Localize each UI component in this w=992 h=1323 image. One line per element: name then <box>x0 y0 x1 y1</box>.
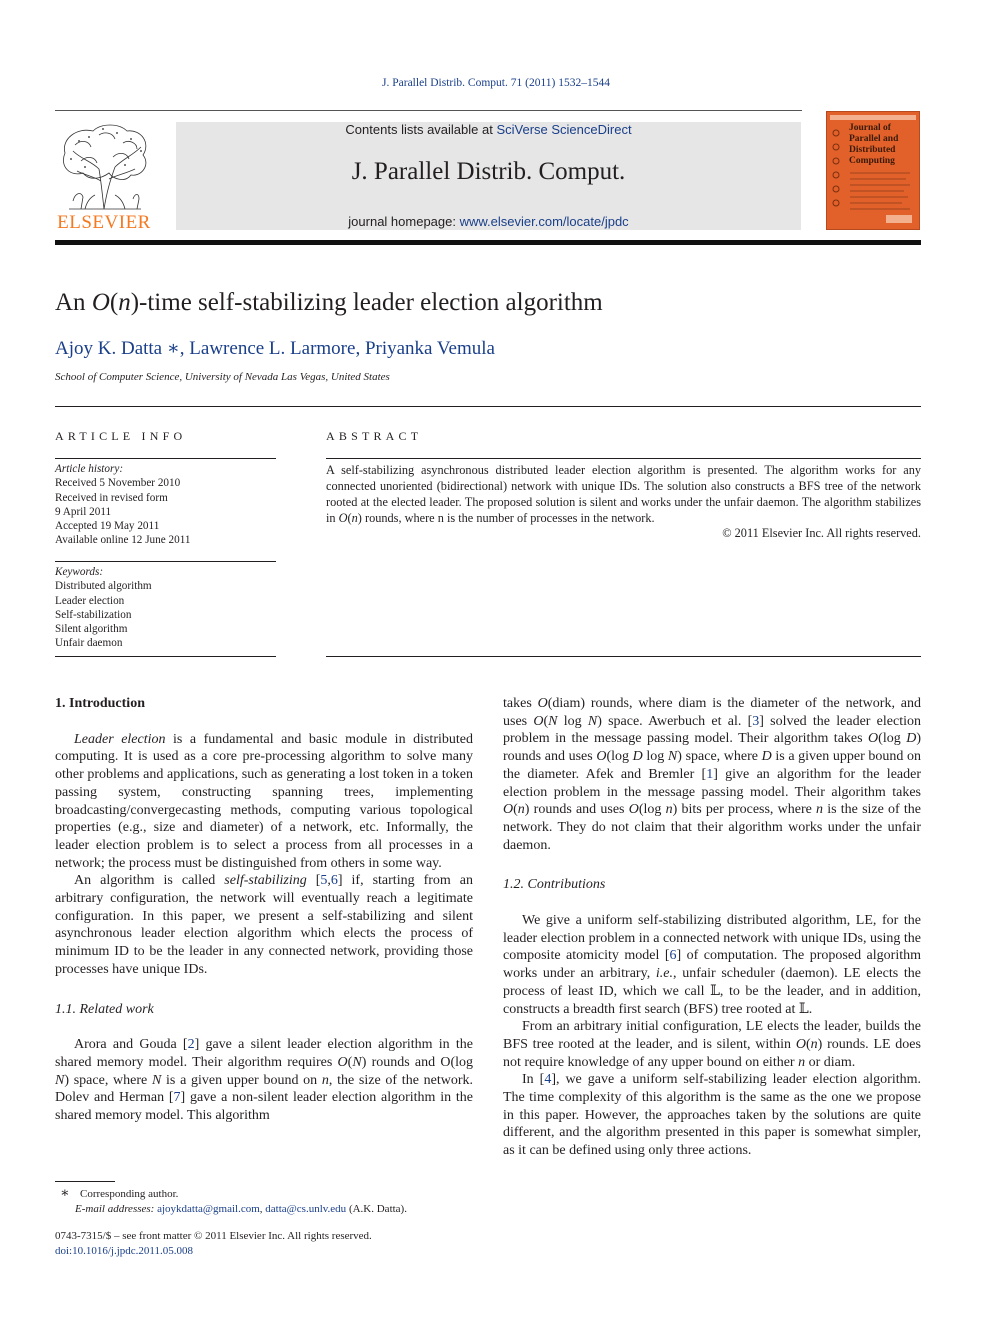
math: O <box>503 802 514 818</box>
history-item: Received 5 November 2010 <box>55 477 181 490</box>
title-paren: ) <box>130 289 140 316</box>
subsection-heading: 1.1. Related work <box>55 1001 154 1017</box>
math: N <box>587 713 598 729</box>
citation-link[interactable]: 3 <box>752 713 760 729</box>
paragraph <box>503 1071 921 1160</box>
math: O <box>628 802 639 818</box>
math: n <box>816 802 824 818</box>
author-link[interactable]: Ajoy K. Datta <box>55 338 163 359</box>
text: ], we gave a uniform self-stabilizing leader election algorithm. The time complexity of this algorithm is the same as the one we propose in this paper. However, the approaches taken by the solutions are quite different, and the algorithm presented in this paper is somewhat simpler, as it can be defined using only three actions. <box>503 1072 922 1159</box>
text: space, where <box>681 749 762 765</box>
text: is the size of the network. They do not claim that their algorithm works under the unfair daemon. <box>503 802 921 853</box>
math: O <box>537 696 548 711</box>
text: rounds and uses <box>529 802 629 818</box>
contents-prefix: Contents lists available at <box>345 122 497 137</box>
text: bits per process, where <box>677 802 817 818</box>
email-label: E-mail addresses: <box>75 1203 158 1215</box>
text: space, where <box>69 1072 152 1088</box>
text: ] give an algorithm for the leader election problem in the message passing model. Their algorithm takes <box>503 766 921 800</box>
info-rule <box>55 561 276 562</box>
text: [ <box>306 873 321 889</box>
paren: ( <box>347 511 352 525</box>
math: O <box>533 713 544 729</box>
text: , <box>259 1203 266 1215</box>
math: (log <box>450 1054 474 1070</box>
history-item: Available online 12 June 2011 <box>55 534 191 547</box>
math: n <box>321 1072 329 1088</box>
math-o: O <box>338 511 348 525</box>
emphasis: i.e. <box>655 966 673 982</box>
keywords <box>55 565 276 651</box>
abstract-heading: ABSTRACT <box>326 429 423 443</box>
text: is a given upper bound on <box>161 1072 322 1088</box>
math: ( <box>805 1036 811 1052</box>
math: ) <box>597 713 602 729</box>
math: log <box>557 713 588 729</box>
math: ( <box>347 1054 353 1070</box>
footnote-corresponding <box>55 1186 485 1202</box>
title-post: -time self-stabilizing leader election algorithm <box>139 289 603 316</box>
math: O <box>868 731 879 747</box>
contents-line <box>176 122 801 137</box>
info-rule <box>55 656 276 657</box>
abstract-copyright: © 2011 Elsevier Inc. All rights reserved. <box>722 526 921 540</box>
homepage-line <box>176 214 801 229</box>
text: We give a uniform self-stabilizing distributed algorithm, LE, for the leader election problem in a connected network with unique IDs, using the composite atomicity model [ <box>503 913 921 964</box>
author-separator: , <box>179 338 190 359</box>
keyword: Leader election <box>55 594 125 607</box>
text: space. Awerbuch et al. [ <box>601 713 753 729</box>
math: ) <box>916 731 921 747</box>
body-right-column <box>503 695 921 1160</box>
article-title <box>55 289 603 317</box>
homepage-link[interactable]: www.elsevier.com/locate/jpdc <box>459 214 629 229</box>
math: n <box>798 1054 806 1070</box>
citation-link[interactable]: 6 <box>330 873 338 889</box>
citation-link[interactable]: 1 <box>706 766 714 782</box>
abstract-text <box>326 462 921 526</box>
keywords-label: Keywords: <box>55 566 104 578</box>
math-n: n <box>351 511 358 525</box>
math: n <box>665 802 673 818</box>
math: (log <box>606 749 633 765</box>
emphasis: self-stabilizing <box>224 873 307 889</box>
email-link[interactable]: ajoykdatta@gmail.com <box>157 1203 260 1215</box>
header-thick-rule <box>55 240 921 245</box>
title-paren: ( <box>109 289 119 316</box>
header-rule <box>55 110 802 111</box>
text: In [ <box>522 1072 545 1088</box>
math: (log <box>878 731 907 747</box>
text: Arora and Gouda [ <box>74 1037 188 1053</box>
math: log <box>642 749 668 765</box>
math: (diam) <box>547 696 586 711</box>
history-label: Article history: <box>55 463 124 475</box>
footnote-mark: ∗ <box>60 1186 70 1201</box>
citation-link[interactable]: 4 <box>544 1072 552 1088</box>
footnote <box>55 1186 485 1217</box>
history-item: 9 April 2011 <box>55 505 112 518</box>
subsection-heading: 1.2. Contributions <box>503 877 606 893</box>
math: D <box>761 749 772 765</box>
text: , <box>327 873 331 889</box>
abstract-rule <box>326 458 921 459</box>
math: ) <box>361 1054 367 1070</box>
math: n <box>517 802 525 818</box>
corresponding-mark[interactable]: ∗ <box>162 338 180 359</box>
footnote-rule <box>55 1181 115 1182</box>
citation-link[interactable]: 2 <box>187 1037 195 1053</box>
footnote-emails <box>55 1202 485 1217</box>
citation-link[interactable]: 6 <box>669 948 677 964</box>
math: (log <box>638 802 666 818</box>
keyword: Silent algorithm <box>55 623 128 636</box>
math: N <box>667 749 678 765</box>
journal-citation[interactable]: J. Parallel Distrib. Comput. 71 (2011) 1532–1544 <box>382 77 610 89</box>
text: ] solved the leader election problem in the message passing model. Their algorithm takes <box>503 713 921 747</box>
author-link[interactable]: Lawrence L. Larmore <box>189 338 356 359</box>
paragraph <box>503 912 921 1018</box>
email-link[interactable]: datta@cs.unlv.edu <box>265 1203 347 1215</box>
text: From an arbitrary initial configuration, LE elects the leader, builds the BFS tree rooted at the leader, and is silent, within <box>503 1019 921 1052</box>
text: is a fundamental and basic module in distributed computing. It is used as a core pre-processing algorithm to solve many other problems and applications, such as generating a lost token in a token passing system, constructing spanning trees, implementing broadcasting/convergecasting methods, computing various topological properties (e.g., size and diameter) of a network, etc. Informally, the leader election problem is to select a process from all processes in a network; the process must be distinguished from others in some way. <box>55 731 473 871</box>
math: D <box>906 731 917 747</box>
keyword: Distributed algorithm <box>55 580 152 593</box>
text: , unfair scheduler (daemon). LE elects the process of least ID, which we call 𝕃, to be the leader, and in addition, constructs a breadth first search (BFS) tree rooted at 𝕃. <box>503 966 921 1017</box>
text: An algorithm is called <box>74 873 225 889</box>
emphasis: Leader election <box>74 731 166 747</box>
front-matter <box>55 1229 485 1259</box>
text: rounds and <box>366 1054 441 1070</box>
math: O <box>337 1054 348 1070</box>
abstract-part: rounds, where n is the number of processes in the network. <box>361 511 655 525</box>
text: (A.K. Datta). <box>346 1203 407 1215</box>
citation-link[interactable]: 5 <box>320 873 328 889</box>
info-rule <box>55 458 276 459</box>
math: D <box>632 749 643 765</box>
text: rounds and uses <box>503 749 597 765</box>
math: N <box>151 1072 162 1088</box>
math: O <box>596 749 607 765</box>
history-item: Accepted 19 May 2011 <box>55 520 160 533</box>
text: rounds. LE does not require knowledge of any upper bound on either <box>503 1036 921 1070</box>
paragraph <box>503 695 921 854</box>
math: n <box>810 1036 818 1052</box>
math: N <box>55 1072 65 1088</box>
article-history <box>55 462 276 548</box>
text: ] gave a non-silent leader election algorithm in the shared memory model. This algorithm <box>55 1090 473 1124</box>
math: ) <box>677 749 682 765</box>
text: is a given upper bound on the diameter. Afek and Bremler [ <box>503 749 922 782</box>
math: ) <box>64 1072 70 1088</box>
journal-title: J. Parallel Distrib. Comput. <box>351 158 626 185</box>
paragraph <box>55 731 473 873</box>
text: ] if, starting from an arbitrary configuration, the network will eventually reach a legitimate configuration. In this paper, we present a self-stabilizing and silent asynchronous leader election algorithm which elects the process of minimum ID to be the leader in any connected network, providing those processes have unique IDs. <box>55 873 473 977</box>
title-math-n: n <box>118 289 131 316</box>
text: ] gave a silent leader election algorithm in the shared memory model. Their algorithm requires <box>55 1037 473 1070</box>
author-list <box>55 337 495 360</box>
keyword: Unfair daemon <box>55 637 123 650</box>
author-separator: , <box>355 338 365 359</box>
text: rounds, where diam is the diameter of the network, and uses <box>503 696 922 729</box>
history-item: Received in revised form <box>55 491 168 504</box>
paren: ) <box>357 511 362 525</box>
math: O <box>440 1054 451 1070</box>
math: ) <box>524 802 530 818</box>
paragraph <box>503 1018 921 1071</box>
math: ) <box>672 802 678 818</box>
text: , the size of the network. Dolev and Herman [ <box>55 1072 474 1106</box>
affiliation: School of Computer Science, University of Nevada Las Vegas, United States <box>55 371 390 383</box>
doi-link[interactable]: doi:10.1016/j.jpdc.2011.05.008 <box>55 1245 194 1257</box>
title-pre: An <box>55 289 92 316</box>
title-rule <box>55 406 921 407</box>
math: O <box>795 1036 806 1052</box>
paragraph <box>55 1036 473 1125</box>
section-heading: 1. Introduction <box>55 696 145 711</box>
text: or diam. <box>805 1054 856 1070</box>
math: N <box>548 713 558 729</box>
text: ] of computation. The proposed algorithm works under an arbitrary, <box>503 948 921 982</box>
abstract-rule <box>326 656 921 657</box>
issn-line: 0743-7315/$ – see front matter © 2011 Elsevier Inc. All rights reserved. <box>55 1230 372 1242</box>
title-math-o: O <box>91 289 110 316</box>
homepage-prefix: journal homepage: <box>348 214 460 229</box>
paragraph <box>55 872 473 978</box>
abstract-part: A self-stabilizing asynchronous distributed leader election algorithm is presented. The algorithm works for any connected unoriented (bidirectional) network with unique IDs. The solution also constructs a BFS tree of the network rooted at the elected leader. The proposed solution is silent and works under the unfair daemon. The algorithm stabilizes in <box>326 463 921 525</box>
math: ( <box>543 713 549 729</box>
math: ) <box>817 1036 823 1052</box>
sciencedirect-link[interactable]: SciVerse ScienceDirect <box>496 122 632 137</box>
text: takes <box>503 696 538 711</box>
author-link[interactable]: Priyanka Vemula <box>364 338 495 359</box>
cover-title: Journal of Parallel and Distributed Computing <box>849 123 899 166</box>
elsevier-wordmark[interactable]: ELSEVIER <box>57 212 151 233</box>
text: Corresponding author. <box>80 1188 179 1200</box>
article-info-heading: ARTICLE INFO <box>55 429 187 443</box>
math: N <box>352 1054 362 1070</box>
math: ( <box>513 802 518 818</box>
citation-link[interactable]: 7 <box>173 1090 181 1106</box>
body-left-column <box>55 695 473 1125</box>
keyword: Self-stabilization <box>55 608 132 621</box>
